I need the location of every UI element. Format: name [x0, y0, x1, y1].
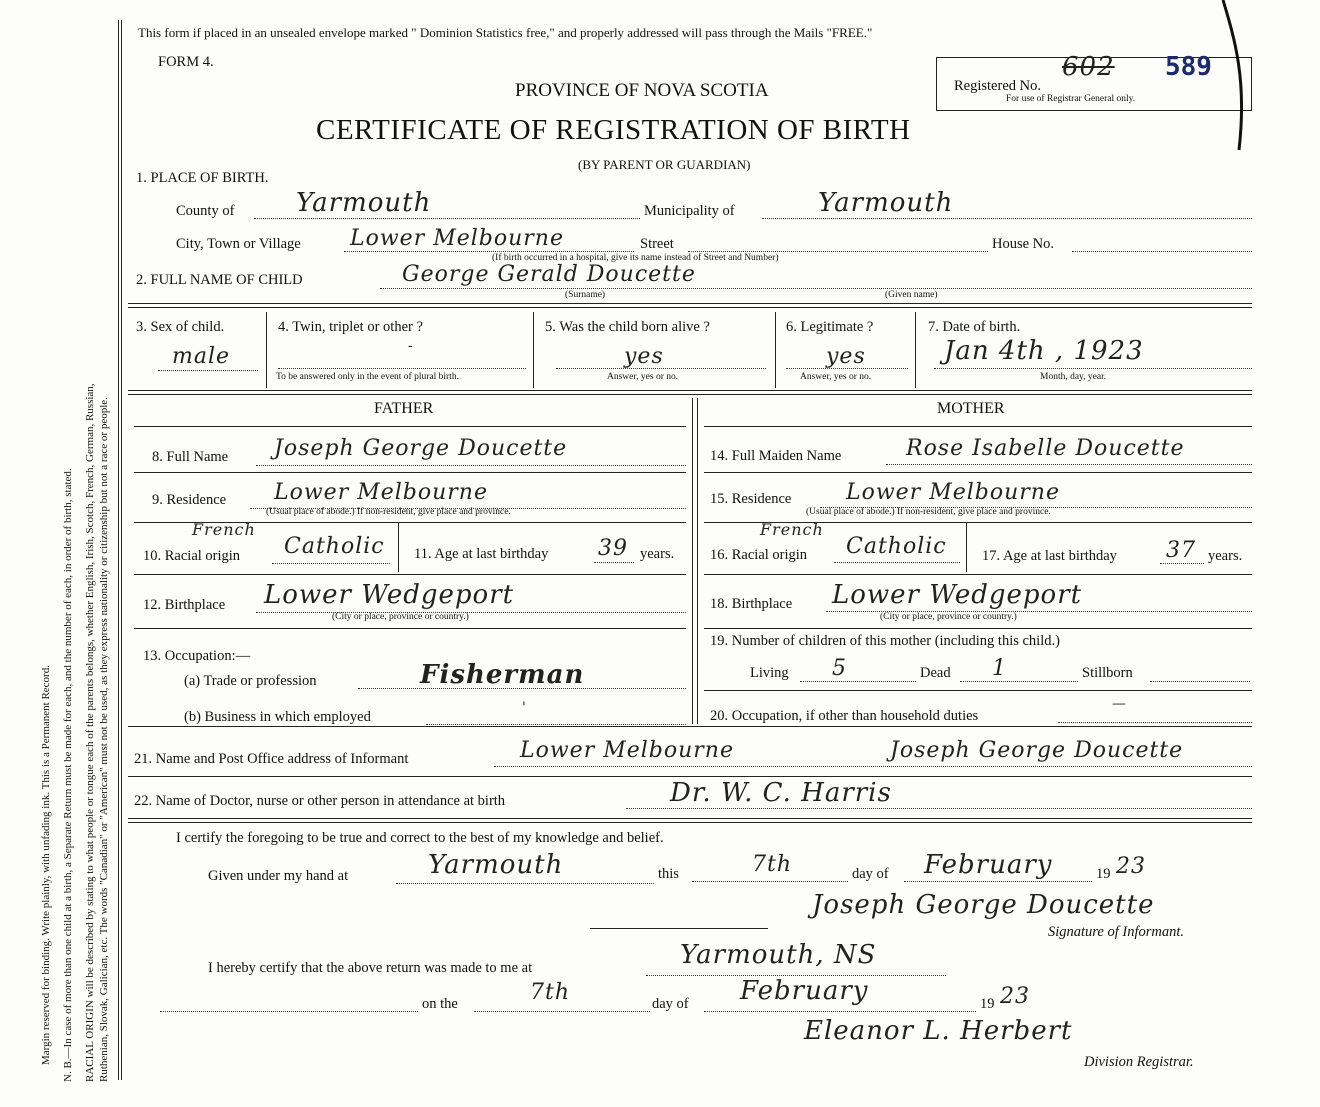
informant-signature: Joseph George Doucette — [812, 890, 1155, 920]
mother-racial-label: 16. Racial origin — [710, 547, 808, 563]
mother-name-value: Rose Isabelle Doucette — [906, 436, 1185, 461]
this-label: this — [658, 866, 679, 882]
mother-occupation-value: — — [1112, 696, 1127, 712]
mother-residence-label: 15. Residence — [710, 491, 792, 507]
doctor-name: Dr. W. C. Harris — [670, 778, 892, 808]
mother-age-value: 37 — [1166, 538, 1196, 563]
county-value: Yarmouth — [296, 188, 432, 218]
margin-note-binding: Margin reserved for binding. Write plainly, with unfading ink. This is a Permanent Record. — [40, 665, 52, 1065]
registrar-day-of-label: day of — [652, 996, 689, 1012]
father-racial-label: 10. Racial origin — [143, 548, 241, 564]
mother-age-label: 17. Age at last birthday — [982, 548, 1117, 564]
living-value: 5 — [832, 656, 847, 681]
certificate-subtitle: (BY PARENT OR GUARDIAN) — [578, 157, 751, 172]
city-value: Lower Melbourne — [350, 226, 564, 251]
children-count-label: 19. Number of children of this mother (including this child.) — [710, 633, 1060, 649]
alive-label: 5. Was the child born alive ? — [545, 319, 710, 335]
father-age-label: 11. Age at last birthday — [414, 546, 549, 562]
registrar-year-prefix: 19 — [980, 996, 995, 1012]
municipality-value: Yarmouth — [818, 188, 954, 218]
county-line — [254, 218, 640, 219]
given-name-note: (Given name) — [885, 290, 938, 300]
mother-birthplace-note: (City or place, province or country.) — [880, 612, 1017, 622]
father-racial-top: French — [192, 520, 256, 539]
registered-handwritten: 602 — [1062, 52, 1115, 82]
municipality-line — [762, 218, 1252, 219]
province-heading: PROVINCE OF NOVA SCOTIA — [515, 80, 769, 101]
house-label: House No. — [992, 236, 1055, 252]
form-number: FORM 4. — [158, 54, 214, 70]
street-label: Street — [640, 236, 674, 252]
certify-day-value: 7th — [752, 852, 793, 877]
certify-year-value: 23 — [1116, 854, 1146, 879]
mother-age-unit: years. — [1208, 548, 1243, 564]
municipality-label: Municipality of — [644, 203, 735, 219]
legitimate-value: yes — [826, 344, 866, 369]
father-residence-value: Lower Melbourne — [274, 480, 488, 505]
registrar-place-value: Yarmouth, NS — [680, 940, 877, 970]
mother-occupation-label: 20. Occupation, if other than household duties — [710, 708, 979, 724]
child-name-label: 2. FULL NAME OF CHILD — [136, 272, 303, 288]
registrar-month-value: February — [740, 976, 869, 1006]
registered-stamp: 589 — [1165, 52, 1212, 82]
mother-racial-value: Catholic — [846, 534, 947, 559]
signature-informant-label: Signature of Informant. — [1048, 924, 1185, 940]
registrar-signature: Eleanor L. Herbert — [804, 1016, 1073, 1046]
margin-note-racial-words: Ruthenian, Slovak, Galician, etc. The words "Canadian" or "American" must not be used, as they express nationality or citizenship but not a race or people. — [98, 397, 110, 1082]
on-the-label: on the — [422, 996, 458, 1012]
city-label: City, Town or Village — [176, 236, 301, 252]
father-birthplace-note: (City or place, province or country.) — [332, 612, 469, 622]
certify-month-value: February — [924, 850, 1053, 880]
mother-racial-top: French — [760, 520, 824, 539]
mother-birthplace-label: 18. Birthplace — [710, 596, 793, 612]
place-heading: 1. PLACE OF BIRTH. — [136, 170, 269, 186]
alive-value: yes — [624, 344, 664, 369]
father-age-value: 39 — [598, 536, 628, 561]
division-registrar-label: Division Registrar. — [1084, 1054, 1194, 1070]
registrar-statement: I hereby certify that the above return was made to me at — [208, 960, 533, 976]
given-under-label: Given under my hand at — [208, 868, 349, 884]
certify-year-prefix: 19 — [1096, 866, 1111, 882]
sex-label: 3. Sex of child. — [136, 319, 225, 335]
certificate-title: CERTIFICATE OF REGISTRATION OF BIRTH — [316, 114, 911, 146]
father-birthplace-value: Lower Wedgeport — [264, 580, 515, 610]
city-line — [344, 251, 634, 252]
father-occupation-label: 13. Occupation:— — [143, 648, 251, 664]
mother-name-label: 14. Full Maiden Name — [710, 448, 842, 464]
mother-heading: MOTHER — [937, 400, 1005, 417]
given-place-value: Yarmouth — [428, 850, 564, 880]
alive-note: Answer, yes or no. — [607, 372, 679, 382]
father-trade-label: (a) Trade or profession — [184, 673, 317, 689]
mother-birthplace-value: Lower Wedgeport — [832, 580, 1083, 610]
pen-stroke — [1205, 0, 1265, 160]
dead-label: Dead — [920, 665, 951, 681]
father-residence-note: (Usual place of abode.) If non-resident, give place and province. — [266, 507, 511, 517]
father-business-value: ' — [522, 700, 527, 716]
legitimate-label: 6. Legitimate ? — [786, 319, 874, 335]
child-name-value: George Gerald Doucette — [402, 262, 696, 287]
father-trade-value: Fisherman — [420, 660, 585, 690]
stillborn-label: Stillborn — [1082, 665, 1133, 681]
surname-note: (Surname) — [565, 290, 606, 300]
mother-residence-value: Lower Melbourne — [846, 480, 1060, 505]
dob-label: 7. Date of birth. — [928, 319, 1021, 335]
hospital-note: (If birth occurred in a hospital, give its name instead of Street and Number) — [492, 253, 779, 263]
twin-note: To be answered only in the event of plural birth. — [276, 372, 459, 382]
margin-border — [118, 20, 119, 1080]
father-racial-value: Catholic — [284, 534, 385, 559]
father-residence-label: 9. Residence — [152, 492, 227, 508]
registrar-note: For use of Registrar General only. — [1006, 94, 1136, 104]
mother-residence-note: (Usual place of abode.) If non-resident, give place and province. — [806, 507, 1051, 517]
father-business-label: (b) Business in which employed — [184, 709, 371, 725]
postal-note: This form if placed in an unsealed envelope marked " Dominion Statistics free," and properly addressed will pass through the Mails "FREE." — [138, 25, 873, 40]
dob-value: Jan 4th , 1923 — [944, 336, 1144, 366]
day-of-label: day of — [852, 866, 889, 882]
father-heading: FATHER — [374, 400, 434, 417]
registrar-year-value: 23 — [1000, 984, 1030, 1009]
sex-value: male — [172, 344, 231, 369]
informant-label: 21. Name and Post Office address of Informant — [134, 751, 409, 767]
father-name-value: Joseph George Doucette — [274, 436, 568, 461]
twin-label: 4. Twin, triplet or other ? — [278, 319, 423, 335]
registered-label: Registered No. — [954, 78, 1041, 94]
county-label: County of — [176, 203, 235, 219]
informant-name: Joseph George Doucette — [890, 738, 1184, 763]
margin-note-racial-origin: RACIAL ORIGIN will be described by stating to what people or tongue each of the parents belongs, whether English, Irish, Scotch, French, German, Russian, — [84, 383, 96, 1082]
dob-note: Month, day, year. — [1040, 372, 1107, 382]
margin-note-multiple-births: N. B.—In case of more than one child at a birth, a Separate Return must be made for each, and the number of each, in order of birth, stated. — [62, 468, 74, 1082]
informant-address: Lower Melbourne — [520, 738, 734, 763]
twin-value: - — [408, 338, 414, 354]
living-label: Living — [750, 665, 789, 681]
doctor-label: 22. Name of Doctor, nurse or other person in attendance at birth — [134, 793, 506, 809]
certify-statement: I certify the foregoing to be true and correct to the best of my knowledge and belief. — [176, 830, 664, 846]
father-age-unit: years. — [640, 546, 675, 562]
registrar-day-value: 7th — [530, 980, 571, 1005]
father-name-label: 8. Full Name — [152, 449, 229, 465]
father-birthplace-label: 12. Birthplace — [143, 597, 226, 613]
legitimate-note: Answer, yes or no. — [800, 372, 872, 382]
dead-value: 1 — [992, 656, 1007, 681]
child-name-line — [380, 288, 1252, 289]
